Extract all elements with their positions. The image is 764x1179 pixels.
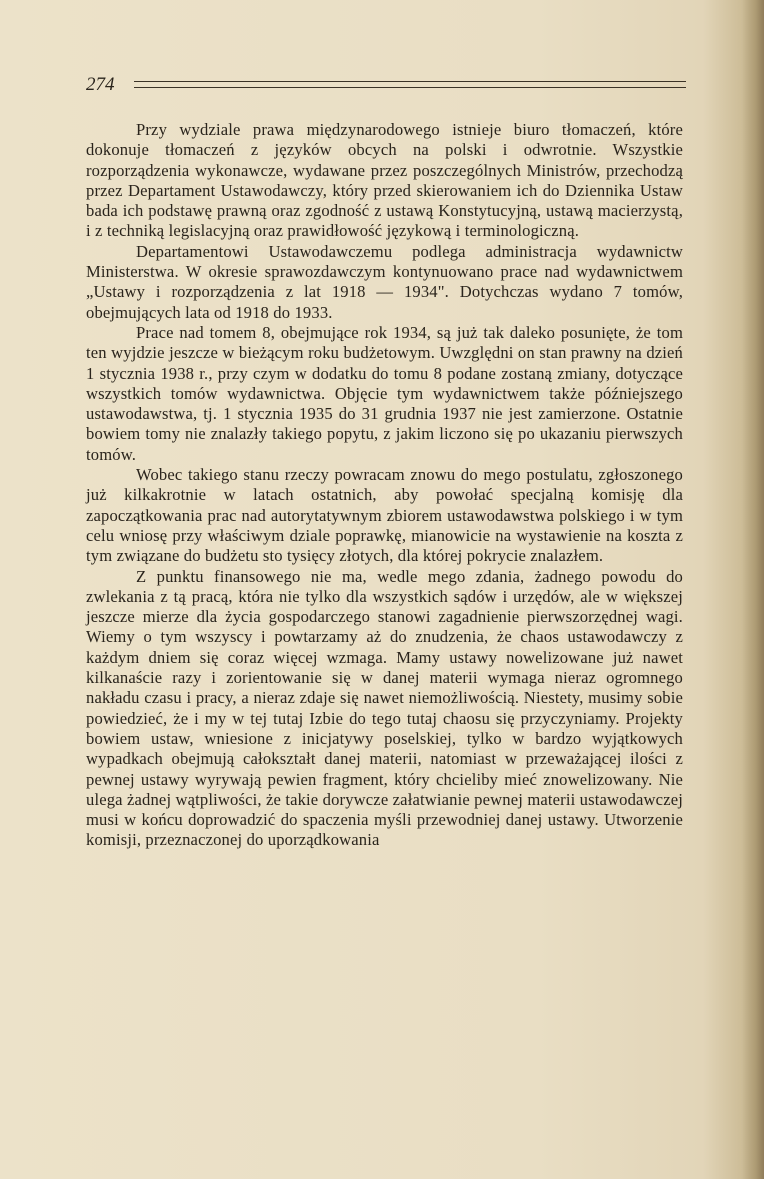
page-edge-shadow bbox=[742, 0, 764, 1179]
paragraph: Wobec takiego stanu rzeczy powracam znowu do mego postulatu, zgłoszonego już kilkakrotnie w latach ostatnich, aby powołać specjalną komisję dla zapoczątkowania prac nad autorytatywnym zbiorem ustawodawstwa polskiego i w tym celu wniosę przy właściwym dziale poprawkę, mianowicie na wystawienie na koszta z tym związane do budżetu sto tysięcy złotych, dla której pokrycie znalazłem. bbox=[86, 465, 683, 566]
page-header bbox=[86, 74, 686, 102]
header-rule-top bbox=[134, 81, 686, 82]
paragraph: Z punktu finansowego nie ma, wedle mego zdania, żadnego powodu do zwlekania z tą pracą, która nie tylko dla wszystkich sądów i urzędów, ale w większej jeszcze mierze dla życia gospodarczego stanowi zagadnienie pierwszorzędnej wagi. Wiemy o tym wszyscy i powtarzamy aż do znudzenia, że chaos ustawodawczy z każdym dniem się coraz więcej wzmaga. Mamy ustawy nowelizowane już nawet kilkanaście razy i zorientowanie się w danej materii wymaga nieraz ogromnego nakładu czasu i pracy, a nieraz zdaje się nawet niemożliwością. Niestety, musimy sobie powiedzieć, że i my w tej tutaj Izbie do tego tutaj chaosu się przyczyniamy. Projekty bowiem ustaw, wniesione z inicjatywy poselskiej, tylko w bardzo wyjątkowych wypadkach obejmują całokształt danej materii, natomiast w przeważającej ilości z pewnej ustawy wyrywają pewien fragment, który chcieliby mieć znowelizowany. Nie ulega żadnej wątpliwości, że takie dorywcze załatwianie pewnej materii ustawodawczej musi w końcu doprowadzić do spaczenia myśli przewodniej danej ustawy. Utworzenie komisji, przeznaczonej do uporządkowania bbox=[86, 566, 683, 850]
page-number: 274 bbox=[86, 74, 115, 95]
body-text bbox=[86, 120, 683, 851]
paragraph: Przy wydziale prawa międzynarodowego istnieje biuro tłomaczeń, które dokonuje tłomaczeń z języków obcych na polski i odwrotnie. Wszystkie rozporządzenia wykonawcze, wydawane przez poszczególnych Ministrów, przechodzą przez Departament Ustawodawczy, który przed skierowaniem ich do Dziennika Ustaw bada ich podstawę prawną oraz zgodność z ustawą Konstytucyjną, ustawą macierzystą, i z techniką legislacyjną oraz prawidłowość językową i terminologiczną. bbox=[86, 120, 683, 241]
header-rule-bottom bbox=[134, 87, 686, 88]
paragraph: Departamentowi Ustawodawczemu podlega administracja wydawnictw Ministerstwa. W okresie sprawozdawczym kontynuowano prace nad wydawnictwem „Ustawy i rozporządzenia z lat 1918 — 1934". Dotychczas wydano 7 tomów, obejmujących lata od 1918 do 1933. bbox=[86, 241, 683, 322]
paragraph: Prace nad tomem 8, obejmujące rok 1934, są już tak daleko posunięte, że tom ten wyjdzie jeszcze w bieżącym roku budżetowym. Uwzględni on stan prawny na dzień 1 stycznia 1938 r., przy czym w dodatku do tomu 8 podane zostaną zmiany, dotyczące wszystkich tomów wydawnictwa. Objęcie tym wydawnictwem także późniejszego ustawodawstwa, tj. 1 stycznia 1935 do 31 grudnia 1937 nie jest zamierzone. Ostatnie bowiem tomy nie znalazły takiego popytu, z jakim liczono się po ukazaniu pierwszych tomów. bbox=[86, 322, 683, 464]
